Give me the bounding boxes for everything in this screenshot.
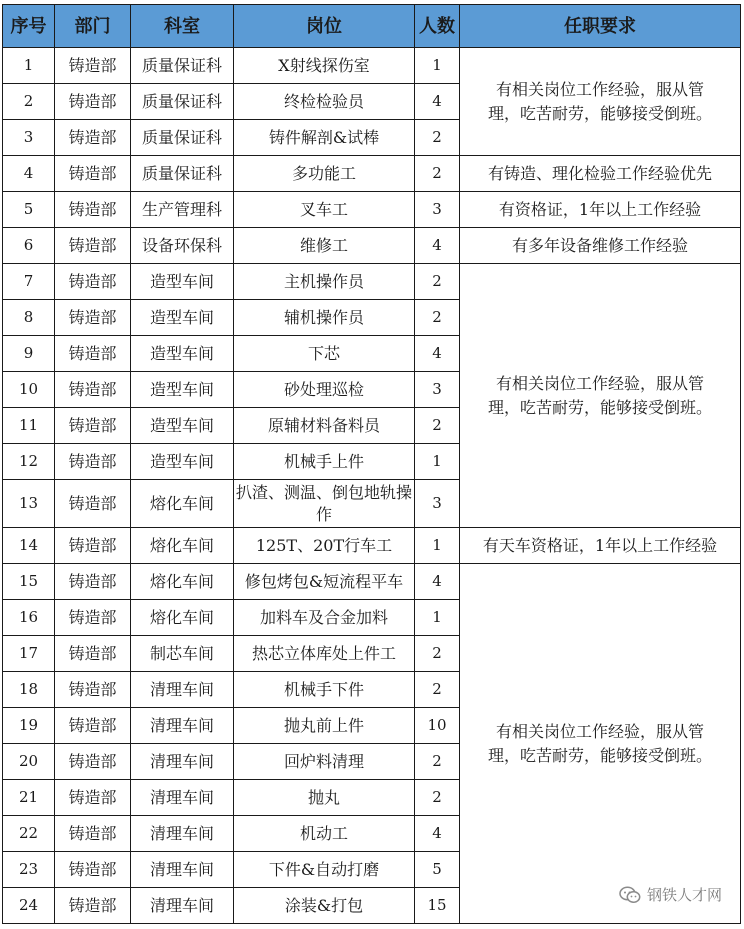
cell-post: 机械手下件 — [234, 672, 415, 708]
cell-count: 2 — [415, 264, 460, 300]
cell-dept: 铸造部 — [55, 480, 131, 528]
cell-dept: 铸造部 — [55, 84, 131, 120]
cell-requirements: 有相关岗位工作经验，服从管理，吃苦耐劳，能够接受倒班。 — [460, 264, 741, 528]
cell-dept: 铸造部 — [55, 564, 131, 600]
cell-no: 20 — [3, 744, 55, 780]
cell-post: X射线探伤室 — [234, 48, 415, 84]
watermark-text: 钢铁人才网 — [646, 886, 722, 904]
cell-dept: 铸造部 — [55, 408, 131, 444]
table-row — [3, 528, 741, 564]
cell-no: 16 — [3, 600, 55, 636]
cell-post: 机动工 — [234, 816, 415, 852]
cell-count: 2 — [415, 780, 460, 816]
cell-post: 机械手上件 — [234, 444, 415, 480]
cell-no: 3 — [3, 120, 55, 156]
cell-count: 1 — [415, 48, 460, 84]
cell-count: 2 — [415, 156, 460, 192]
cell-section: 造型车间 — [131, 372, 234, 408]
cell-post: 下芯 — [234, 336, 415, 372]
cell-count: 2 — [415, 300, 460, 336]
cell-requirements: 有铸造、理化检验工作经验优先 — [460, 156, 741, 192]
cell-section: 熔化车间 — [131, 600, 234, 636]
cell-section: 清理车间 — [131, 708, 234, 744]
cell-no: 8 — [3, 300, 55, 336]
cell-dept: 铸造部 — [55, 888, 131, 924]
header-row — [3, 5, 741, 48]
cell-count: 2 — [415, 636, 460, 672]
cell-section: 生产管理科 — [131, 192, 234, 228]
cell-post: 维修工 — [234, 228, 415, 264]
cell-no: 7 — [3, 264, 55, 300]
cell-dept: 铸造部 — [55, 372, 131, 408]
job-table — [2, 4, 741, 924]
cell-dept: 铸造部 — [55, 264, 131, 300]
cell-post: 扒渣、测温、倒包地轨操作 — [234, 480, 415, 528]
cell-section: 质量保证科 — [131, 84, 234, 120]
watermark — [619, 884, 722, 905]
cell-post: 修包烤包&短流程平车 — [234, 564, 415, 600]
cell-post: 砂处理巡检 — [234, 372, 415, 408]
cell-requirements: 有相关岗位工作经验，服从管理，吃苦耐劳，能够接受倒班。 — [460, 48, 741, 156]
cell-no: 22 — [3, 816, 55, 852]
cell-no: 23 — [3, 852, 55, 888]
cell-no: 14 — [3, 528, 55, 564]
cell-dept: 铸造部 — [55, 48, 131, 84]
cell-post: 抛丸前上件 — [234, 708, 415, 744]
cell-dept: 铸造部 — [55, 672, 131, 708]
cell-dept: 铸造部 — [55, 300, 131, 336]
cell-section: 造型车间 — [131, 444, 234, 480]
cell-no: 24 — [3, 888, 55, 924]
cell-section: 熔化车间 — [131, 528, 234, 564]
cell-post: 125T、20T行车工 — [234, 528, 415, 564]
cell-post: 抛丸 — [234, 780, 415, 816]
cell-section: 清理车间 — [131, 780, 234, 816]
cell-requirements: 有资格证，1年以上工作经验 — [460, 192, 741, 228]
cell-count: 2 — [415, 672, 460, 708]
cell-post: 加料车及合金加料 — [234, 600, 415, 636]
cell-section: 熔化车间 — [131, 564, 234, 600]
cell-no: 18 — [3, 672, 55, 708]
cell-count: 5 — [415, 852, 460, 888]
wechat-icon — [619, 886, 641, 904]
cell-section: 质量保证科 — [131, 48, 234, 84]
header-section: 科室 — [131, 5, 234, 48]
cell-section: 清理车间 — [131, 888, 234, 924]
cell-dept: 铸造部 — [55, 744, 131, 780]
cell-post: 终检检验员 — [234, 84, 415, 120]
cell-count: 4 — [415, 816, 460, 852]
cell-dept: 铸造部 — [55, 852, 131, 888]
cell-requirements: 有相关岗位工作经验，服从管理，吃苦耐劳，能够接受倒班。 — [460, 564, 741, 924]
cell-dept: 铸造部 — [55, 816, 131, 852]
cell-post: 下件&自动打磨 — [234, 852, 415, 888]
cell-requirements: 有多年设备维修工作经验 — [460, 228, 741, 264]
cell-no: 13 — [3, 480, 55, 528]
cell-no: 21 — [3, 780, 55, 816]
table-row — [3, 156, 741, 192]
header-requirements: 任职要求 — [460, 5, 741, 48]
cell-section: 清理车间 — [131, 672, 234, 708]
cell-post: 叉车工 — [234, 192, 415, 228]
cell-count: 1 — [415, 528, 460, 564]
cell-no: 6 — [3, 228, 55, 264]
cell-section: 清理车间 — [131, 816, 234, 852]
cell-count: 4 — [415, 84, 460, 120]
cell-no: 9 — [3, 336, 55, 372]
cell-no: 10 — [3, 372, 55, 408]
cell-no: 2 — [3, 84, 55, 120]
cell-section: 造型车间 — [131, 300, 234, 336]
table-row — [3, 264, 741, 300]
cell-count: 10 — [415, 708, 460, 744]
header-dept: 部门 — [55, 5, 131, 48]
cell-count: 4 — [415, 336, 460, 372]
cell-dept: 铸造部 — [55, 444, 131, 480]
cell-section: 质量保证科 — [131, 156, 234, 192]
cell-section: 熔化车间 — [131, 480, 234, 528]
cell-post: 主机操作员 — [234, 264, 415, 300]
cell-dept: 铸造部 — [55, 600, 131, 636]
cell-count: 3 — [415, 480, 460, 528]
cell-section: 设备环保科 — [131, 228, 234, 264]
cell-dept: 铸造部 — [55, 192, 131, 228]
cell-post: 热芯立体库处上件工 — [234, 636, 415, 672]
cell-section: 清理车间 — [131, 744, 234, 780]
cell-no: 5 — [3, 192, 55, 228]
cell-post: 原辅材料备料员 — [234, 408, 415, 444]
cell-count: 2 — [415, 744, 460, 780]
cell-count: 15 — [415, 888, 460, 924]
cell-no: 11 — [3, 408, 55, 444]
cell-count: 4 — [415, 228, 460, 264]
cell-section: 造型车间 — [131, 264, 234, 300]
table-row — [3, 228, 741, 264]
cell-count: 1 — [415, 444, 460, 480]
cell-section: 造型车间 — [131, 336, 234, 372]
cell-count: 4 — [415, 564, 460, 600]
cell-count: 3 — [415, 192, 460, 228]
cell-post: 铸件解剖&试棒 — [234, 120, 415, 156]
cell-dept: 铸造部 — [55, 228, 131, 264]
cell-no: 15 — [3, 564, 55, 600]
cell-post: 回炉料清理 — [234, 744, 415, 780]
table-row — [3, 192, 741, 228]
cell-dept: 铸造部 — [55, 708, 131, 744]
cell-no: 17 — [3, 636, 55, 672]
cell-count: 3 — [415, 372, 460, 408]
cell-section: 质量保证科 — [131, 120, 234, 156]
cell-dept: 铸造部 — [55, 120, 131, 156]
cell-dept: 铸造部 — [55, 156, 131, 192]
cell-count: 2 — [415, 120, 460, 156]
table-row — [3, 48, 741, 84]
cell-post: 涂装&打包 — [234, 888, 415, 924]
cell-post: 多功能工 — [234, 156, 415, 192]
cell-no: 19 — [3, 708, 55, 744]
cell-no: 1 — [3, 48, 55, 84]
cell-requirements: 有天车资格证，1年以上工作经验 — [460, 528, 741, 564]
cell-dept: 铸造部 — [55, 780, 131, 816]
table-row — [3, 564, 741, 600]
cell-no: 12 — [3, 444, 55, 480]
cell-dept: 铸造部 — [55, 636, 131, 672]
cell-count: 2 — [415, 408, 460, 444]
header-count: 人数 — [415, 5, 460, 48]
cell-section: 制芯车间 — [131, 636, 234, 672]
cell-post: 辅机操作员 — [234, 300, 415, 336]
cell-dept: 铸造部 — [55, 336, 131, 372]
cell-dept: 铸造部 — [55, 528, 131, 564]
header-no: 序号 — [3, 5, 55, 48]
header-post: 岗位 — [234, 5, 415, 48]
cell-no: 4 — [3, 156, 55, 192]
cell-section: 清理车间 — [131, 852, 234, 888]
cell-count: 1 — [415, 600, 460, 636]
cell-section: 造型车间 — [131, 408, 234, 444]
table-body — [3, 48, 741, 924]
